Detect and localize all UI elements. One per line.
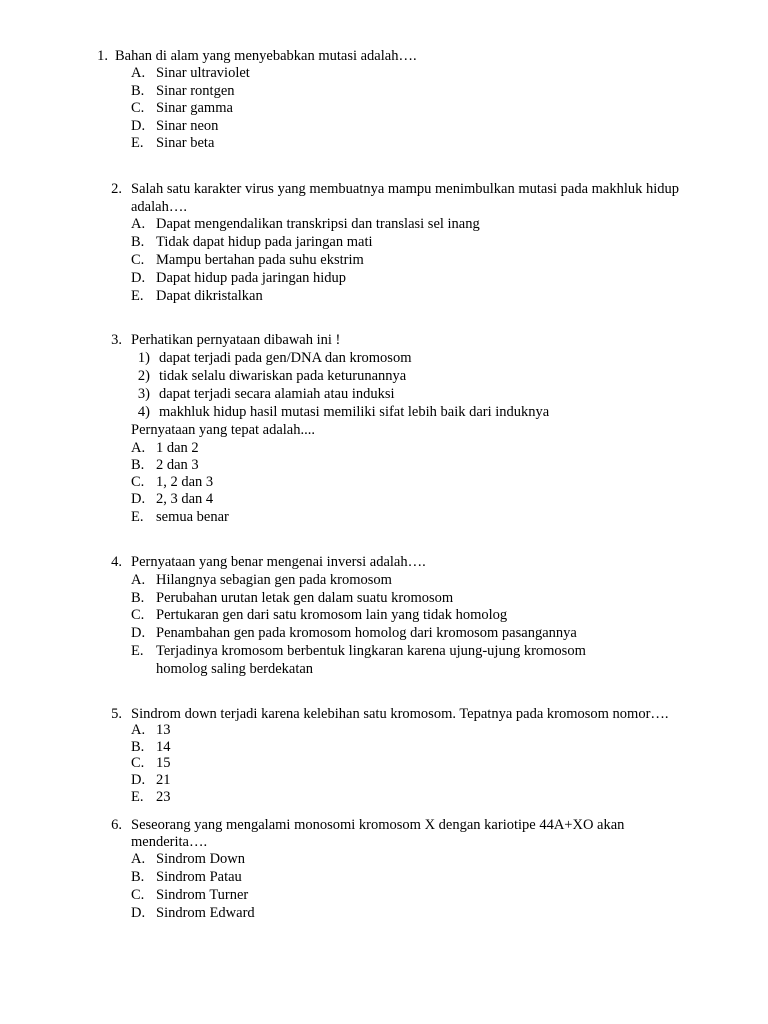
question-prompt: Pernyataan yang tepat adalah.... bbox=[131, 422, 315, 438]
question-stem: Bahan di alam yang menyebabkan mutasi adalah…. bbox=[115, 48, 417, 64]
question-number: 6. bbox=[111, 817, 122, 833]
question-stem-line-1: Seseorang yang mengalami monosomi kromosom X dengan kariotipe 44A+XO akan bbox=[131, 817, 625, 833]
question-stem-line-2: menderita…. bbox=[131, 834, 208, 850]
question-stem: Perhatikan pernyataan dibawah ini ! bbox=[131, 332, 341, 348]
option-e-continuation: homolog saling berdekatan bbox=[156, 661, 314, 677]
question-stem-line-1: Salah satu karakter virus yang membuatnya mampu menimbulkan mutasi pada makhluk hidup bbox=[131, 181, 680, 197]
question-number: 4. bbox=[111, 554, 122, 570]
question-number: 3. bbox=[111, 332, 122, 348]
question-stem-line-2: adalah…. bbox=[131, 199, 187, 215]
question-number: 5. bbox=[111, 706, 122, 722]
question-stem: Pernyataan yang benar mengenai inversi adalah…. bbox=[131, 554, 426, 570]
question-number: 2. bbox=[111, 181, 122, 197]
question-stem: Sindrom down terjadi karena kelebihan satu kromosom. Tepatnya pada kromosom nomor…. bbox=[131, 706, 669, 722]
question-number: 1. bbox=[97, 48, 108, 64]
